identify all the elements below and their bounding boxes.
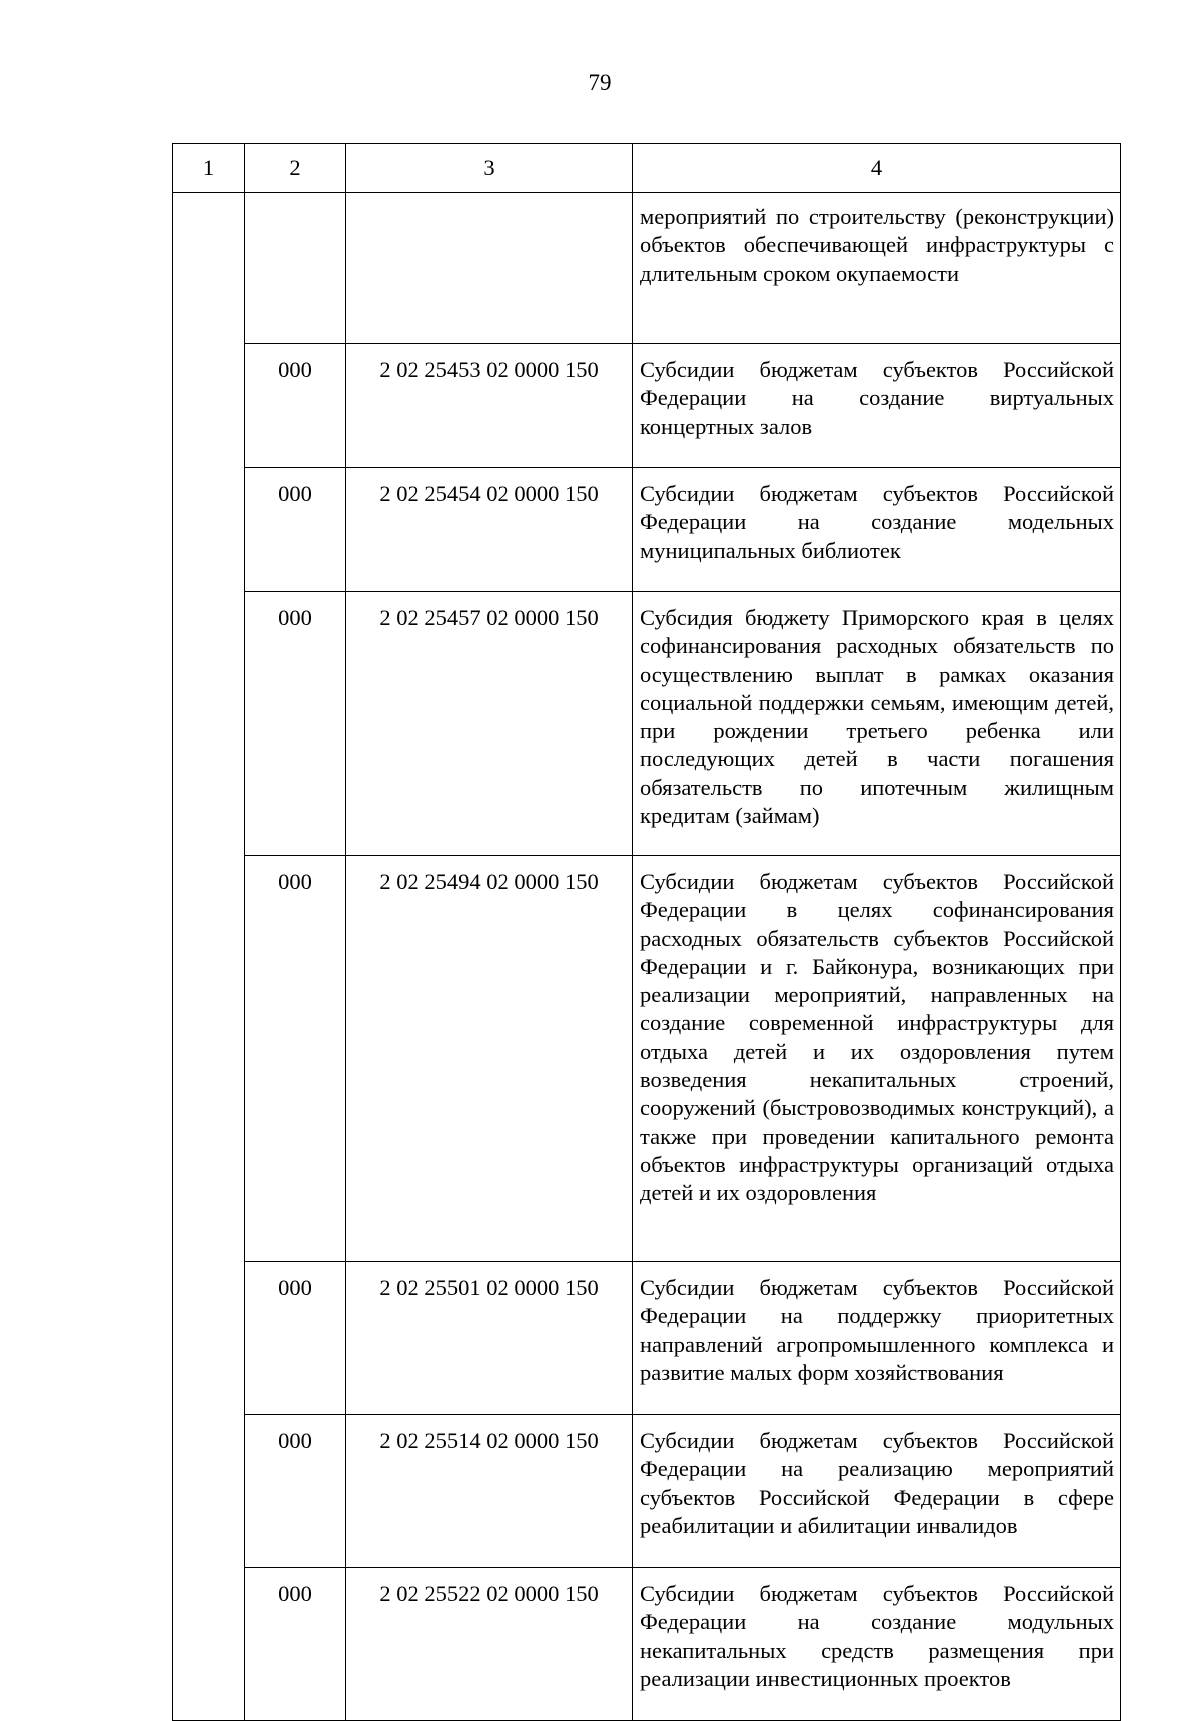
budget-code-cell: 2 02 25514 02 0000 150 [346, 1415, 633, 1568]
description-cell: Субсидии бюджетам субъектов Российской Федерации на создание модульных некапитальных средств размещения при реализации инвестиционных проектов [633, 1568, 1121, 1721]
table-row [173, 468, 1121, 592]
column-header-4: 4 [633, 144, 1121, 193]
budget-code-cell: 2 02 25457 02 0000 150 [346, 592, 633, 856]
admin-code-cell: 000 [245, 1262, 346, 1415]
table-row [173, 856, 1121, 1262]
column-header-2: 2 [245, 144, 346, 193]
budget-code-cell: 2 02 25522 02 0000 150 [346, 1568, 633, 1721]
description-cell: Субсидии бюджетам субъектов Российской Федерации в целях софинансирования расходных обязательств субъектов Российской Федерации и г. Байконура, возникающих при реализации мероприятий, направленных на создание современной инфраструктуры для отдыха детей и их оздоровления путем возведения некапитальных строений, сооружений (быстровозводимых конструкций), а также при проведении капитального ремонта объектов инфраструктуры организаций отдыха детей и их оздоровления [633, 856, 1121, 1262]
admin-code-cell: 000 [245, 344, 346, 468]
description-continuation: мероприятий по строительству (реконструкции) объектов обеспечивающей инфраструктуры с длительным сроком окупаемости [633, 193, 1121, 344]
column-header-1: 1 [173, 144, 245, 193]
description-cell: Субсидии бюджетам субъектов Российской Федерации на создание модельных муниципальных библиотек [633, 468, 1121, 592]
table-row [173, 1415, 1121, 1568]
admin-code-cell-empty [245, 193, 346, 344]
table-row [173, 344, 1121, 468]
admin-code-cell: 000 [245, 1415, 346, 1568]
budget-code-cell: 2 02 25454 02 0000 150 [346, 468, 633, 592]
description-cell: Субсидии бюджетам субъектов Российской Федерации на реализацию мероприятий субъектов Российской Федерации в сфере реабилитации и абилитации инвалидов [633, 1415, 1121, 1568]
budget-code-cell: 2 02 25453 02 0000 150 [346, 344, 633, 468]
admin-code-cell: 000 [245, 1568, 346, 1721]
description-cell: Субсидии бюджетам субъектов Российской Федерации на поддержку приоритетных направлений агропромышленного комплекса и развитие малых форм хозяйствования [633, 1262, 1121, 1415]
admin-code-cell: 000 [245, 592, 346, 856]
admin-code-cell: 000 [245, 856, 346, 1262]
column-1-empty-cell [173, 193, 245, 1721]
table-row [173, 592, 1121, 856]
budget-code-cell: 2 02 25494 02 0000 150 [346, 856, 633, 1262]
table-header-row [173, 144, 1121, 193]
table-row [173, 1262, 1121, 1415]
budget-code-cell-empty [346, 193, 633, 344]
budget-code-cell: 2 02 25501 02 0000 150 [346, 1262, 633, 1415]
admin-code-cell: 000 [245, 468, 346, 592]
page-number: 79 [588, 70, 612, 95]
table-row-continuation [173, 193, 1121, 344]
description-cell: Субсидии бюджетам субъектов Российской Федерации на создание виртуальных концертных залов [633, 344, 1121, 468]
column-header-3: 3 [346, 144, 633, 193]
budget-codes-table [172, 143, 1121, 1721]
description-cell: Субсидия бюджету Приморского края в целях софинансирования расходных обязательств по осуществлению выплат в рамках оказания социальной поддержки семьям, имеющим детей, при рождении третьего ребенка или последующих детей в части погашения обязательств по ипотечным жилищным кредитам (займам) [633, 592, 1121, 856]
